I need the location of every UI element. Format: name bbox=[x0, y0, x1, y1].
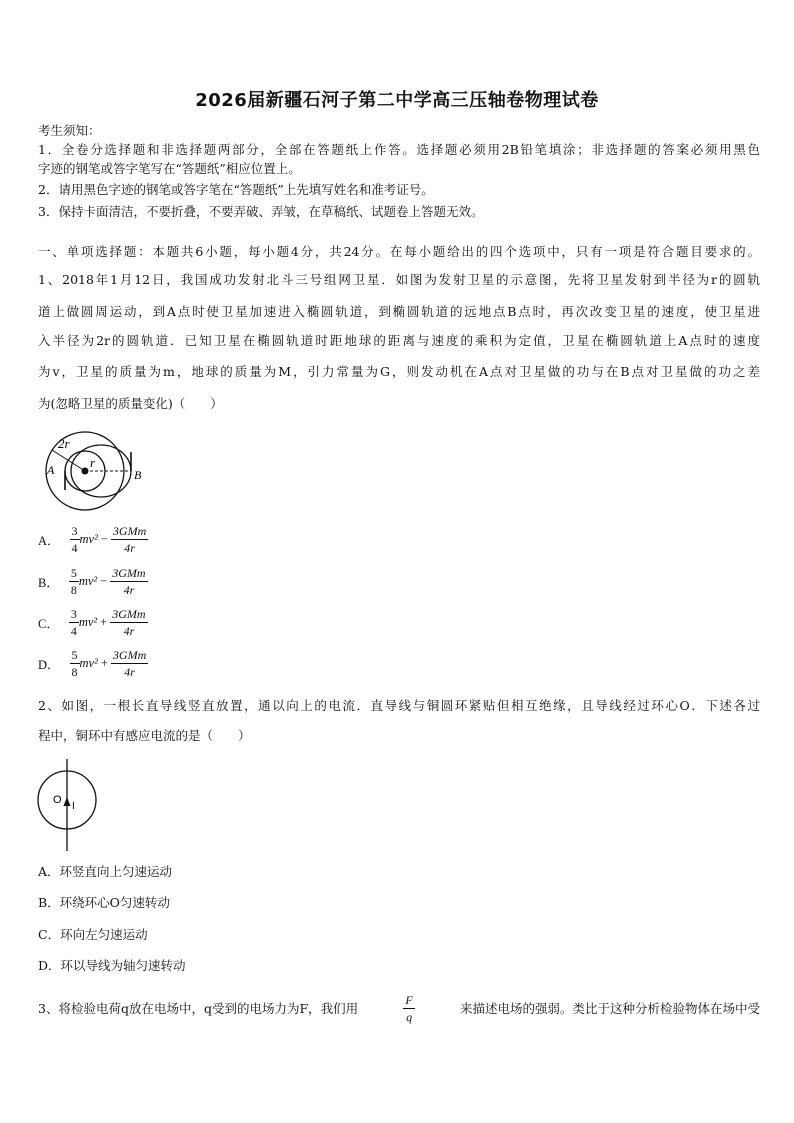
q2-line-1: 2、如图，一根长直导线竖直放置，通以向上的电流．直导线与铜圆环紧贴但相互绝缘，且导线经过环心O．下述各过 bbox=[38, 698, 760, 713]
field-strength-fraction: $\frac{F}{q}$ bbox=[405, 993, 413, 1024]
label-i: I bbox=[72, 801, 75, 812]
q2-line-2: 程中，铜环中有感应电流的是（ ） bbox=[38, 728, 251, 743]
notice-heading: 考生须知： bbox=[38, 123, 101, 138]
potential-term: $\frac{\text{3GMm}}{4r}$ bbox=[112, 566, 146, 597]
notice-item-1-cont: 字迹的钢笔或答字笔写在“答题纸”相应位置上。 bbox=[38, 161, 301, 176]
kinetic-term: mv² bbox=[79, 656, 98, 670]
q2-option-b[interactable]: B．环绕环心O匀速转动 bbox=[38, 895, 170, 910]
kinetic-term: mv² bbox=[78, 574, 98, 588]
current-arrow-icon bbox=[64, 797, 71, 806]
operator: − bbox=[100, 532, 108, 546]
notice-item-2: 2．请用黑色字迹的钢笔或答字笔在“答题纸”上先填写姓名和准考证号。 bbox=[38, 182, 434, 197]
notice-item-1: 1．全卷分选择题和非选择题两部分，全部在答题纸上作答。选择题必须用2B铅笔填涂；非选择题的答案必须用黑色 bbox=[38, 142, 760, 157]
operator: + bbox=[100, 656, 108, 670]
q2-option-d[interactable]: D．环以导线为轴匀速转动 bbox=[38, 958, 186, 973]
notice-item-3: 3．保持卡面清洁，不要折叠，不要弄破、弄皱，在草稿纸、试题卷上答题无效。 bbox=[38, 204, 484, 219]
label-o: O bbox=[53, 794, 62, 806]
option-label: C． bbox=[38, 616, 59, 631]
q2-option-c[interactable]: C．环向左匀速运动 bbox=[38, 927, 148, 942]
q3-line-1 bbox=[38, 994, 760, 1023]
wire-ring-diagram bbox=[36, 757, 100, 853]
orbit-diagram bbox=[38, 428, 150, 514]
q1-option-c[interactable] bbox=[38, 608, 148, 637]
coefficient: $\frac{5}{8}$ bbox=[70, 566, 77, 597]
coefficient: $\frac{3}{4}$ bbox=[70, 607, 77, 638]
kinetic-term: mv² bbox=[78, 615, 98, 629]
operator: − bbox=[100, 574, 108, 588]
page-title: 2026届新疆石河子第二中学高三压轴卷物理试卷 bbox=[195, 90, 599, 111]
q3-text-before: 3、将检验电荷q放在电场中，q受到的电场力为F，我们用 bbox=[38, 1001, 359, 1016]
q1-option-a[interactable] bbox=[38, 525, 148, 554]
option-label: A． bbox=[38, 533, 60, 548]
option-label: B． bbox=[38, 575, 59, 590]
potential-term: $\frac{\text{3GMm}}{4r}$ bbox=[112, 648, 147, 679]
label-2r: 2r bbox=[58, 436, 70, 451]
potential-term: $\frac{\text{3GMm}}{4r}$ bbox=[112, 524, 147, 555]
operator: + bbox=[100, 615, 108, 629]
q1-option-d[interactable] bbox=[38, 649, 148, 678]
q1-line-4: 为v，卫星的质量为m，地球的质量为M，引力常量为G，则发动机在A点对卫星做的功与在B点对卫星做的功之差 bbox=[38, 364, 760, 379]
coefficient: $\frac{5}{8}$ bbox=[71, 648, 78, 679]
label-a: A bbox=[47, 463, 55, 477]
kinetic-term: mv² bbox=[79, 532, 98, 546]
potential-term: $\frac{\text{3GMm}}{4r}$ bbox=[112, 607, 146, 638]
coefficient: $\frac{3}{4}$ bbox=[71, 524, 78, 555]
q3-text-after: 来描述电场的强弱。类比于这种分析检验物体在场中受 bbox=[459, 1001, 760, 1016]
q1-line-2: 道上做圆周运动，到A点时使卫星加速进入椭圆轨道，到椭圆轨道的远地点B点时，再次改变卫星的速度，使卫星进 bbox=[38, 304, 760, 319]
option-label: D． bbox=[38, 657, 60, 672]
q1-option-b[interactable] bbox=[38, 567, 148, 596]
q1-line-3: 入半径为2r的圆轨道．已知卫星在椭圆轨道时距地球的距离与速度的乘积为定值，卫星在椭圆轨道上A点时的速度 bbox=[38, 333, 760, 348]
label-r: r bbox=[90, 455, 96, 470]
section-heading: 一、单项选择题：本题共6小题，每小题4分，共24分。在每小题给出的四个选项中，只有一项是符合题目要求的。 bbox=[38, 244, 760, 259]
label-b: B bbox=[134, 468, 142, 482]
q1-line-5: 为(忽略卫星的质量变化)（ ） bbox=[38, 396, 223, 411]
q2-option-a[interactable]: A．环竖直向上匀速运动 bbox=[38, 864, 173, 879]
q1-line-1: 1、2018年1月12日，我国成功发射北斗三号组网卫星．如图为发射卫星的示意图，先将卫星发射到半径为r的圆轨 bbox=[38, 272, 760, 287]
